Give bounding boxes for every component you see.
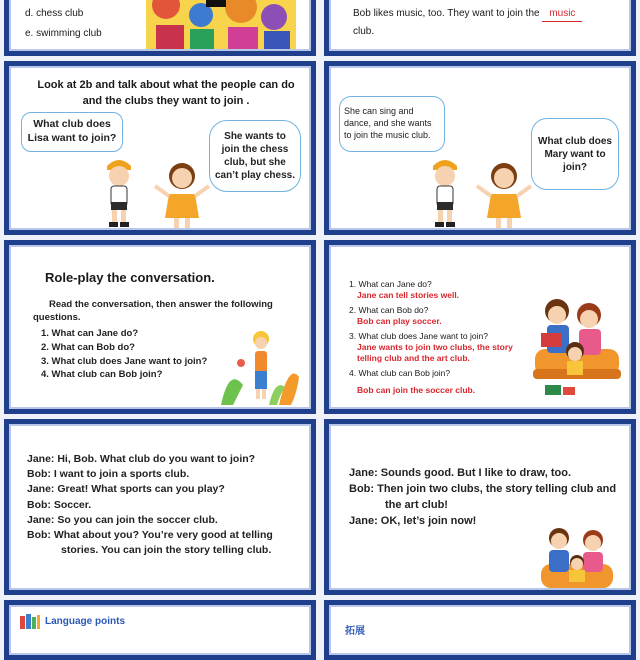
slide-content <box>9 245 311 409</box>
slide-answers[interactable] <box>324 240 636 414</box>
list-item: 4. What club can Bob join? <box>41 369 163 381</box>
intro-text: Read the conversation, then answer the following questions. <box>33 299 273 323</box>
question-text: 2. What can Bob do? <box>349 305 429 316</box>
girl-figure <box>473 160 535 230</box>
answer-text: Jane can tell stories well. <box>357 290 460 301</box>
children-illustration <box>146 0 296 51</box>
question-text: 4. What club can Bob join? <box>349 368 451 379</box>
slide-extension[interactable] <box>324 600 636 660</box>
dialogue-line: Jane: Great! What sports can you play? <box>27 483 225 496</box>
question-text: 3. What club does Jane want to join? <box>349 331 488 342</box>
dialogue-line: the art club! <box>385 498 448 511</box>
question-list <box>41 327 207 382</box>
dialogue-line: Bob: Soccer. <box>27 498 92 511</box>
dialogue-line: Bob: I want to join a sports club. <box>27 468 190 481</box>
list-item: 3. What club does Jane want to join? <box>41 355 208 367</box>
dialogue-line: Bob: Then join two clubs, the story telling club and <box>349 482 617 495</box>
family-illustration <box>535 524 619 590</box>
question-bubble: What club does Lisa want to join? <box>21 112 123 152</box>
slide-talk-mary[interactable] <box>324 61 636 235</box>
dialogue-line: Jane: Sounds good. But I like to draw, too. <box>349 467 572 479</box>
slide-content <box>9 424 311 590</box>
slide-language-points[interactable] <box>4 600 316 660</box>
dialogue <box>27 452 307 559</box>
slide-content <box>329 66 631 230</box>
boy-figure <box>99 156 139 230</box>
answer-text: Bob can play soccer. <box>357 316 442 327</box>
slide-title: Language points <box>45 616 125 627</box>
slide-dialogue-2[interactable] <box>324 419 636 595</box>
slide-content <box>9 66 311 230</box>
books-icon <box>19 613 41 629</box>
list-item: 1. What can Jane do? <box>41 328 139 339</box>
slide-content <box>329 0 631 51</box>
statement-bubble: She can sing and dance, and she wants to join the music club. <box>339 96 445 152</box>
girl-figure <box>151 160 213 230</box>
list-item: 2. What can Bob do? <box>41 341 135 353</box>
sentence-end: club. <box>353 26 375 37</box>
slide-music-answer[interactable] <box>324 0 636 56</box>
dialogue-line: Jane: Hi, Bob. What club do you want to join? <box>27 453 256 465</box>
instruction: Look at 2b and talk about what the people can do and the clubs they want to join . <box>37 79 295 107</box>
slide-role-play[interactable] <box>4 240 316 414</box>
dialogue-line: Jane: OK, let’s join now! <box>349 514 477 527</box>
dialogue-line: Jane: So you can join the soccer club. <box>27 513 218 526</box>
slide-talk-lisa[interactable] <box>4 61 316 235</box>
family-reading-illustration <box>527 289 623 401</box>
club-list <box>25 7 102 40</box>
answer-text: Bob can join the soccer club. <box>357 385 476 396</box>
dialogue-line: stories. You can join the story telling club. <box>61 544 272 557</box>
list-item: d. chess club <box>25 8 84 19</box>
question-text: 1. What can Jane do? <box>349 279 432 289</box>
answer-text: Jane wants to join two clubs, the story telling club and the art club. <box>357 342 513 364</box>
answer-blank: music <box>542 7 582 22</box>
girl-with-plant-illustration <box>219 327 301 405</box>
qa-list <box>349 279 521 396</box>
slide-title: Role-play the conversation. <box>45 270 215 285</box>
dialogue-line: Bob: What about you? You’re very good at telling <box>27 529 273 542</box>
slide-content <box>9 0 311 51</box>
question-bubble: What club does Mary want to join? <box>531 118 619 190</box>
list-item: e. swimming club <box>25 27 102 39</box>
dialogue <box>349 466 621 530</box>
slide-club-list[interactable] <box>4 0 316 56</box>
slide-content <box>9 605 311 655</box>
slide-title: 拓展 <box>345 626 365 637</box>
slide-content <box>329 605 631 655</box>
boy-figure <box>425 156 465 230</box>
slide-dialogue-1[interactable] <box>4 419 316 595</box>
sentence-line: Bob likes music, too. They want to join the music <box>353 7 582 22</box>
answer-bubble: She wants to join the chess club, but she can’t play chess. <box>209 120 301 192</box>
slide-content <box>329 424 631 590</box>
slide-content <box>329 245 631 409</box>
